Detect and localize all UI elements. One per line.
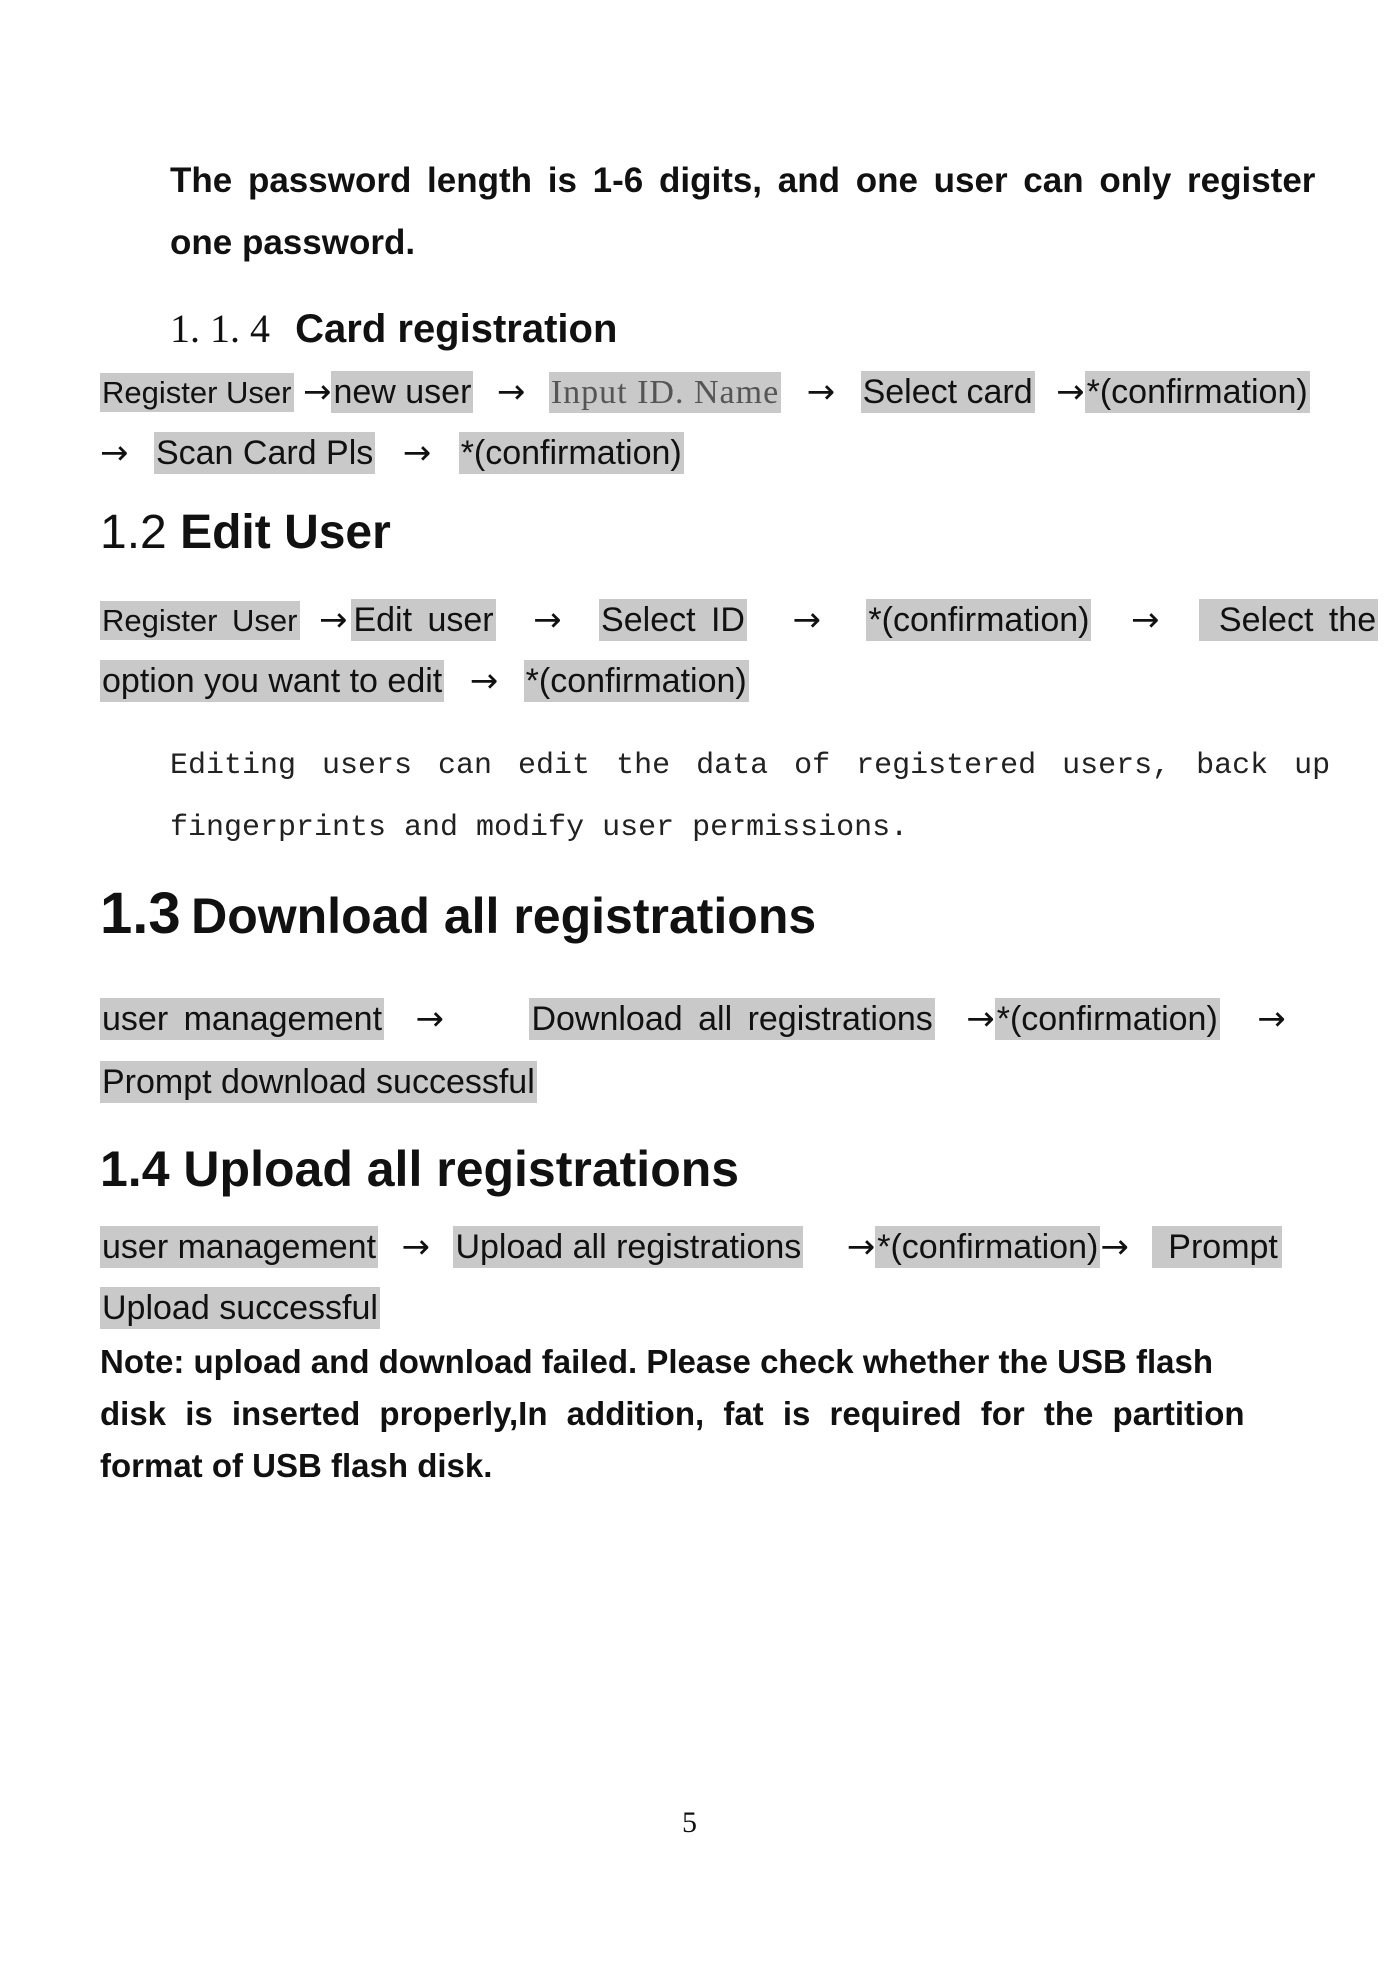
flow-step: Prompt download successful: [102, 1063, 535, 1101]
section-number: 1. 1. 4: [170, 306, 270, 351]
flow-step: Register User: [102, 375, 292, 410]
intro-line-1: The password length is 1-6 digits, and one user can only register: [170, 161, 1316, 200]
section-12-heading: [100, 505, 391, 560]
flow-step: user management: [102, 1000, 383, 1038]
arrow-icon: →: [496, 372, 526, 412]
arrow-icon: →: [1056, 372, 1085, 412]
flow-step: Select card: [862, 373, 1033, 411]
flow-step: Prompt: [1152, 1226, 1282, 1268]
flow-step: Scan Card Pls: [155, 434, 374, 472]
section-title: Upload all registrations: [183, 1141, 740, 1197]
edit-user-flow-line-1: [100, 595, 1378, 646]
card-registration-flow-line-1: [100, 367, 1310, 418]
note-line-2: disk is inserted properly,In addition, fat is required for the partition: [100, 1395, 1245, 1432]
section-number: 1.4: [100, 1141, 170, 1197]
arrow-icon: →: [401, 1227, 430, 1267]
download-flow-line-1: [100, 994, 1286, 1044]
section-13-heading: [100, 880, 816, 947]
section-number: 1.2: [100, 506, 167, 559]
arrow-icon: →: [966, 999, 995, 1039]
section-title: Card registration: [295, 307, 618, 351]
note-paragraph: [100, 1336, 1300, 1492]
flow-step: Upload all registrations: [455, 1228, 802, 1266]
upload-flow-line-2: [100, 1283, 380, 1333]
flow-step: *(confirmation): [996, 1000, 1218, 1038]
flow-step: *(confirmation): [868, 601, 1090, 639]
flow-step: *(confirmation): [460, 434, 682, 472]
arrow-icon: →: [792, 600, 821, 640]
flow-step: Register User: [102, 603, 298, 638]
edit-user-flow-line-2: [100, 656, 749, 706]
arrow-icon: →: [318, 600, 348, 640]
section-title: Download all registrations: [191, 888, 817, 944]
flow-step: *(confirmation): [525, 662, 747, 700]
arrow-icon: →: [533, 600, 562, 640]
flow-step: *(confirmation): [1086, 373, 1308, 411]
arrow-icon: →: [1130, 600, 1160, 640]
arrow-icon: →: [302, 372, 332, 412]
download-flow-line-2: [100, 1057, 537, 1107]
edit-user-description: [170, 735, 1330, 859]
page-number: 5: [682, 1806, 697, 1839]
flow-step: option you want to edit: [102, 662, 443, 700]
flow-step: user management: [102, 1228, 377, 1266]
section-14-heading: [100, 1140, 739, 1198]
arrow-icon: →: [806, 372, 836, 412]
flow-step: new user: [333, 373, 472, 411]
upload-flow-line-1: [100, 1222, 1282, 1272]
description-line-1: Editing users can edit the data of registered users, back up: [170, 749, 1331, 783]
note-line-3: format of USB flash disk.: [100, 1447, 493, 1484]
arrow-icon: →: [1257, 999, 1286, 1039]
flow-step: *(confirmation): [877, 1228, 1099, 1266]
arrow-icon: →: [1100, 1227, 1129, 1267]
flow-step: Edit user: [353, 601, 494, 639]
arrow-icon: →: [415, 999, 444, 1039]
intro-line-2: one password.: [170, 223, 416, 262]
flow-step: Select ID: [601, 601, 745, 639]
card-registration-flow-line-2: [100, 428, 684, 478]
section-114-heading: [170, 305, 617, 352]
intro-paragraph: [170, 150, 1315, 274]
note-line-1: Note: upload and download failed. Please check whether the USB flash: [100, 1343, 1214, 1380]
arrow-icon: →: [469, 661, 499, 701]
description-line-2: fingerprints and modify user permissions.: [170, 811, 909, 845]
flow-step: Input ID. Name: [550, 374, 780, 411]
section-number: 1.3: [100, 881, 181, 946]
flow-step: Select the: [1199, 599, 1378, 641]
arrow-icon: →: [100, 433, 129, 473]
flow-step: Download all registrations: [531, 1000, 933, 1038]
arrow-icon: →: [402, 433, 432, 473]
arrow-icon: →: [846, 1227, 876, 1267]
section-title: Edit User: [180, 506, 391, 559]
flow-step: Upload successful: [102, 1289, 378, 1327]
